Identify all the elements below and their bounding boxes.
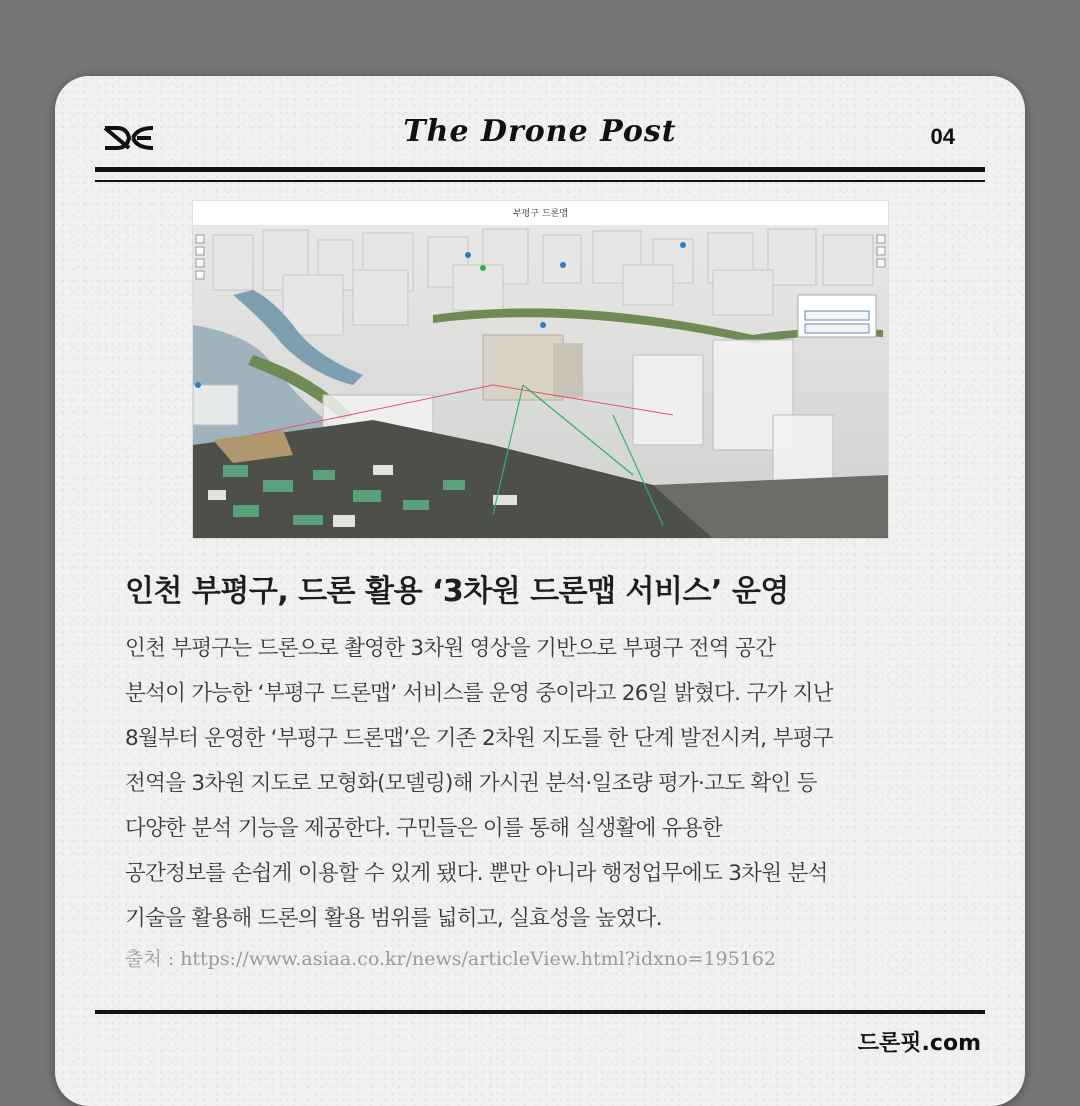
header-divider-thick	[95, 167, 985, 172]
header-divider-thin	[95, 180, 985, 182]
footer-divider	[95, 1010, 985, 1014]
masthead-title: The Drone Post	[403, 114, 677, 149]
site-name[interactable]: 드론핏.com	[857, 1031, 981, 1056]
photo-caption: 부평구 드론맵	[512, 209, 569, 219]
body-line: 분석이 가능한 ‘부평구 드론맵’ 서비스를 운영 중이라고 26일 밝혔다. 구가 지난	[125, 681, 833, 706]
body-line: 인천 부평구는 드론으로 촬영한 3차원 영상을 기반으로 부평구 전역 공간	[125, 636, 776, 661]
3d-city-map-image	[193, 225, 888, 538]
page-number: 04	[930, 124, 955, 149]
article-headline: 인천 부평구, 드론 활용 ‘3차원 드론맵 서비스’ 운영	[125, 574, 789, 609]
news-card	[55, 76, 1025, 1106]
body-line: 전역을 3차원 지도로 모형화(모델링)해 가시권 분석·일조량 평가·고도 확인 등	[125, 771, 817, 796]
article-photo	[192, 200, 889, 539]
body-line: 8월부터 운영한 ‘부평구 드론맵’은 기존 2차원 지도를 한 단계 발전시켜, 부평구	[125, 726, 833, 751]
source-link[interactable]: 출처 : https://www.asiaa.co.kr/news/articleView.html?idxno=195162	[125, 948, 776, 970]
body-line: 기술을 활용해 드론의 활용 범위를 넓히고, 실효성을 높였다.	[125, 906, 662, 931]
body-line: 다양한 분석 기능을 제공한다. 구민들은 이를 통해 실생활에 유용한	[125, 816, 723, 841]
article-body	[125, 626, 1000, 941]
body-line: 공간정보를 손쉽게 이용할 수 있게 됐다. 뿐만 아니라 행정업무에도 3차원 분석	[125, 861, 828, 886]
